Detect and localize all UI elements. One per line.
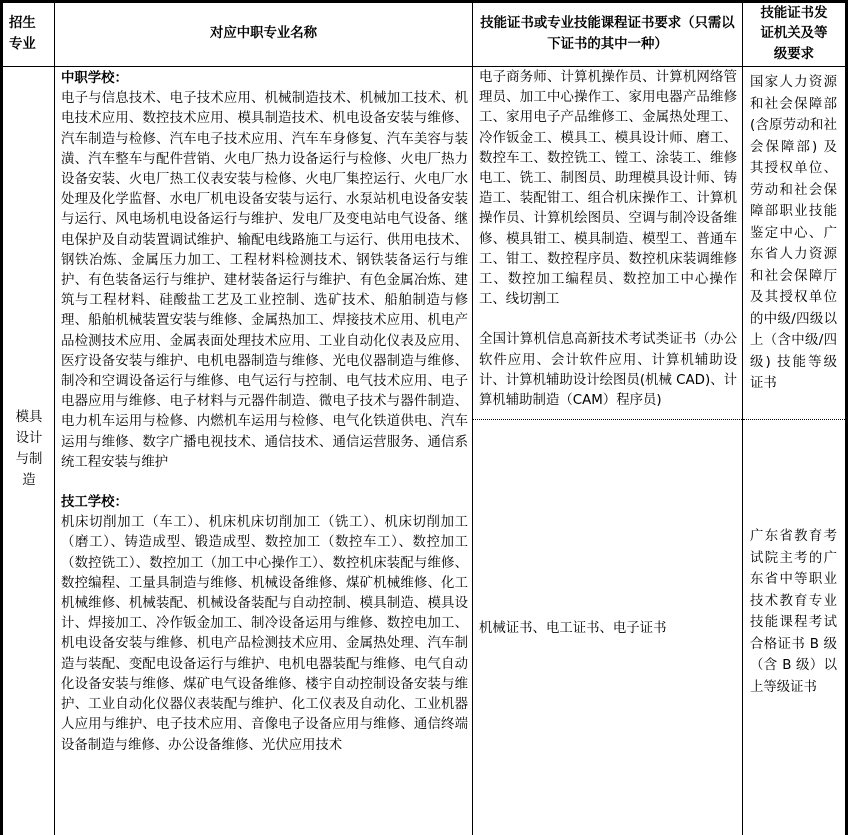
technical-schools-list: 机床切削加工（车工）、机床机床切削加工（铣工）、机床切削加工（磨工）、铸造成型、锻造成型、数控加工（数控车工）、数控加工（数控铣工）、数控加工（加工中心操作工）、数控机床装配与维修、数控编程、工量具制造与维修、机械设备维修、煤矿机械维修、化工机械维修、机械装配、机械设备装配与自动控制、模具制造、模具设计、焊接加工、冷作钣金加工、制冷设备运用与维修、数控电加工、机电设备安装与维修、机电产品检测技术应用、金属热处理、汽车制造与装配、变配电设备运行与维护、电机电器装配与维修、电气自动化设备安装与维修、煤矿电气设备维修、楼宇自动控制设备安装与维护、工业自动化仪器仪表装配与维护、化工仪表及自动化、工业机器人应用与维护、电子技术应用、音像电子设备应用与维修、通信终端设备制造与维修、办公设备维修、光伏应用技术	[61, 515, 468, 753]
header-divider	[3, 66, 848, 67]
header-secondary-majors	[55, 3, 472, 66]
secondary-majors-cell	[55, 69, 472, 756]
header-major-label: 招生专业	[9, 16, 36, 52]
cert-group-1-cell	[473, 68, 742, 411]
authority-group-2-text: 广东省教育考试院主考的广东省中等职业技术教育专业技能课程考试合格证书 B 级（含 B 级）以上等级证书	[750, 529, 837, 695]
header-secondary-majors-label: 对应中职专业名称	[209, 26, 318, 42]
technical-schools-title: 技工学校：	[61, 495, 128, 511]
spacer	[61, 473, 468, 493]
header-major	[3, 3, 54, 66]
major-name: 模具设计与制造	[15, 410, 43, 488]
secondary-schools-title: 中职学校：	[61, 71, 128, 86]
authority-group-1-text: 国家人力资源和社会保障部(含原劳动和社会保障部) 及其授权单位、劳动和社会保障部职业技能鉴定中心、广东省人力资源和社会保障厅及其授权单位的中级/四级以上（含中级/四级) 技能等级证书	[750, 75, 837, 391]
header-issuing-authority-label: 技能证书发证机关及等级要求	[760, 6, 828, 62]
authority-group-divider	[743, 419, 845, 420]
cert-group-2-cell	[473, 420, 742, 835]
skill-course-cert-list: 机械证书、电工证书、电子证书	[479, 621, 667, 637]
computer-exam-cert: 全国计算机信息高新技术考试类证书（办公软件应用、会计软件应用、计算机辅助设计、计算机辅助设计绘图员(机械 CAD)、计算机辅助制造（CAM）程序员)	[479, 332, 737, 409]
header-cert-requirements	[473, 3, 742, 66]
authority-group-1-cell	[743, 72, 845, 395]
secondary-schools-list: 电子与信息技术、电子技术应用、机械制造技术、机械加工技术、机电技术应用、数控技术应用、模具制造技术、机电设备安装与维修、汽车制造与检修、汽车电子技术应用、汽车车身修复、汽车美容与装潢、汽车整车与配件营销、火电厂热力设备运行与检修、火电厂热力设备安装、火电厂热工仪表安装与检修、火电厂集控运行、火电厂水处理及化学监督、水电厂机电设备安装与运行、水泵站机电设备安装与运行、风电场机电设备运行与维护、发电厂及变电站电气设备、继电保护及自动装置调试维护、输配电线路施工与运行、供用电技术、钢铁冶炼、金属压力加工、工程材料检测技术、钢铁装备运行与维护、有色装备运行与维护、建材装备运行与维护、有色金属冶炼、建筑与工程材料、硅酸盐工艺及工业控制、选矿技术、船舶制造与修理、船舶机械装置安装与维修、金属热加工、焊接技术应用、机电产品检测技术应用、金属表面处理技术应用、工业自动化仪表及应用、医疗设备安装与维护、电机电器制造与维修、光电仪器制造与维修、制冷和空调设备运行与维修、电气运行与控制、电气技术应用、电子电器应用与维修、电子材料与元器件制造、微电子技术与器件制造、电力机车运用与检修、内燃机车运用与检修、电气化铁道供电、汽车运用与维修、数字广播电视技术、通信技术、通信运营服务、通信系统工程安装与维护	[61, 91, 468, 470]
major-cell	[3, 67, 54, 835]
authority-group-2-cell	[743, 526, 845, 698]
occupation-cert-list: 电子商务师、计算机操作员、计算机网络管理员、加工中心操作工、家用电器产品维修工、家用电子产品维修工、金属热处理工、冷作钣金工、模具工、模具设计师、磨工、数控车工、数控铣工、镗工、涂装工、维修电工、铣工、制图员、助理模具设计师、铸造工、装配钳工、组合机床操作工、计算机操作员、计算机绘图员、空调与制冷设备维修、模具钳工、模具制造、模型工、普通车工、钳工、数控程序员、数控机床装调维修工、数控加工编程员、数控加工中心操作工、线切割工	[479, 70, 737, 308]
header-cert-requirements-label: 技能证书或专业技能课程证书要求（只需以下证书的其中一种）	[480, 16, 735, 52]
spacer	[479, 310, 737, 330]
header-issuing-authority	[743, 3, 845, 66]
